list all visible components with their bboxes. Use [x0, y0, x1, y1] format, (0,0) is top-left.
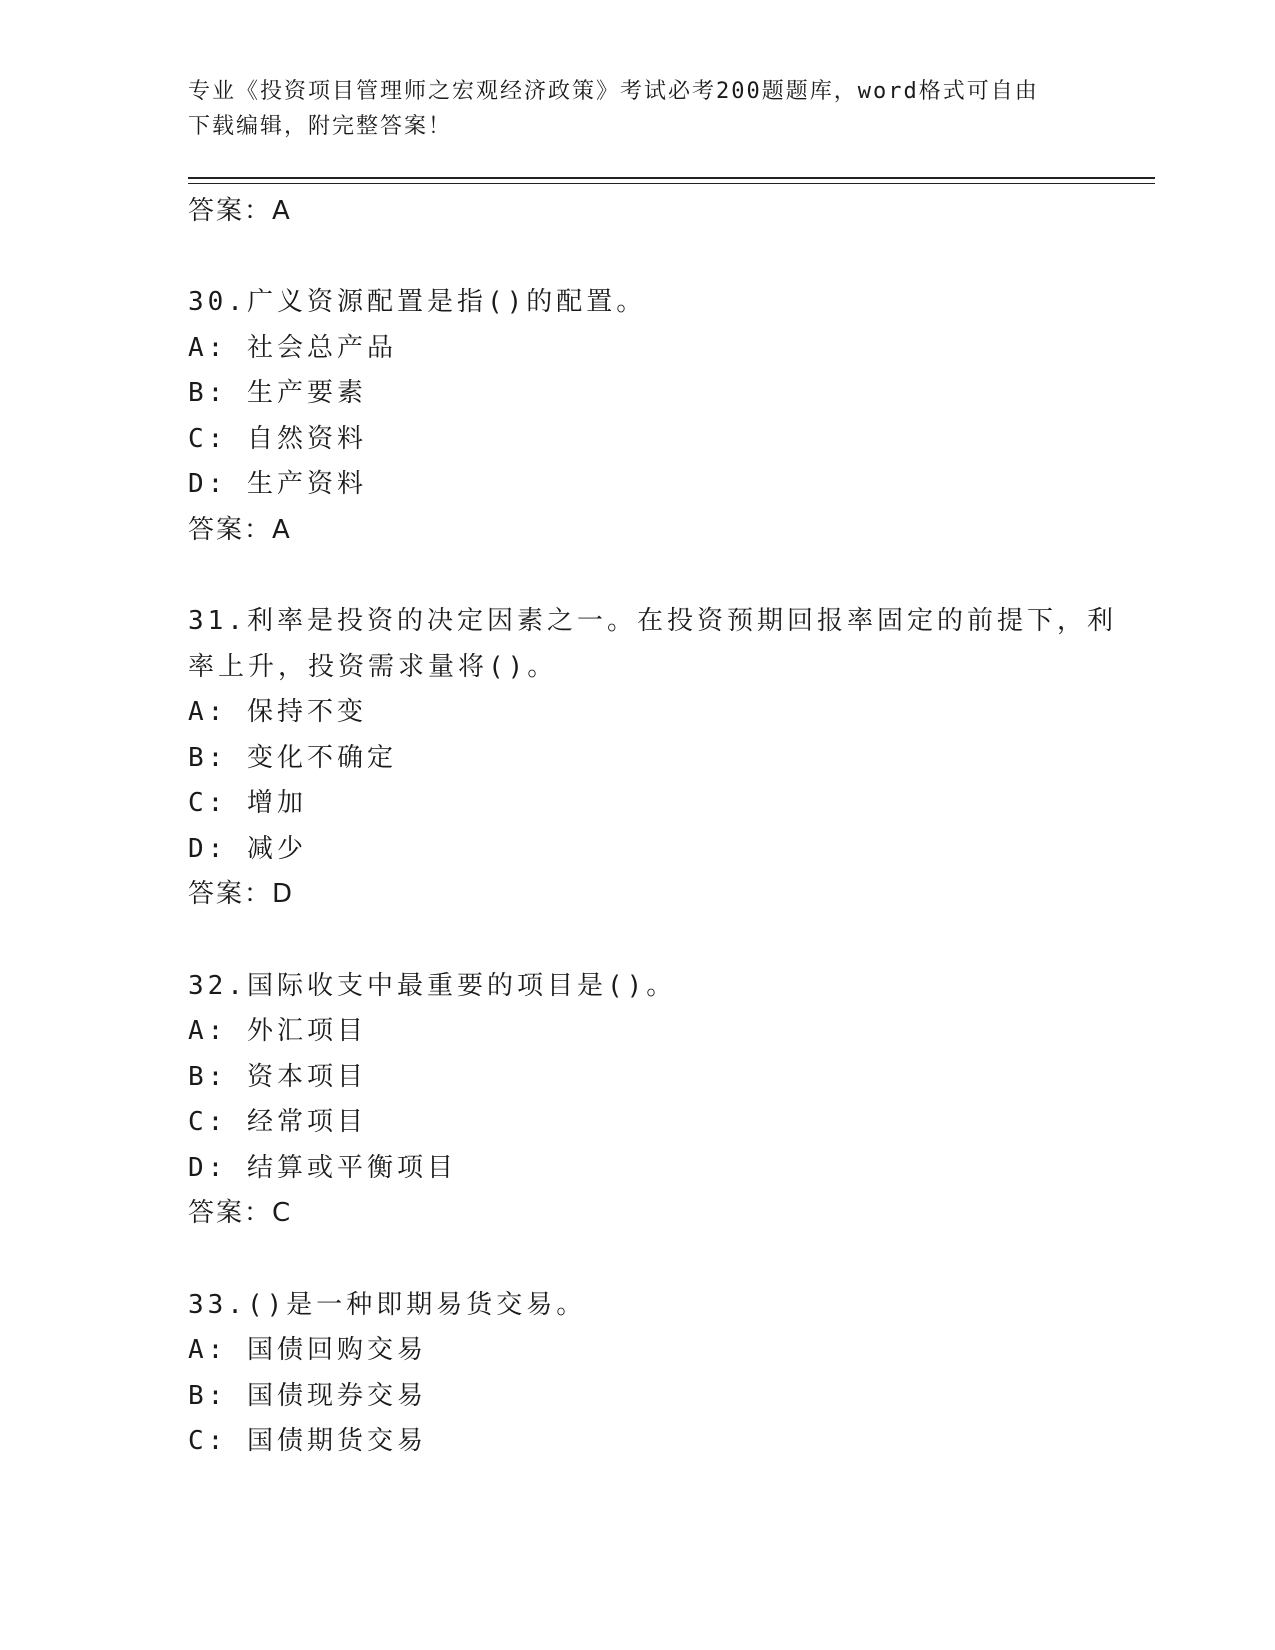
- option-c: C: 国债期货交易: [188, 1426, 427, 1456]
- question-33: [188, 1283, 1128, 1465]
- option-b: B: 资本项目: [188, 1061, 367, 1092]
- spacer: [188, 553, 1128, 599]
- option-c: C: 增加: [188, 788, 307, 818]
- option-a: A: 社会总产品: [188, 332, 397, 363]
- question-text-continued: 率上升，投资需求量将()。: [188, 651, 558, 682]
- document-header: [188, 74, 1088, 144]
- question-31: [188, 599, 1128, 918]
- spacer: [188, 1237, 1128, 1283]
- question-32: [188, 964, 1128, 1237]
- spacer: [188, 918, 1128, 964]
- option-a: A: 外汇项目: [188, 1016, 367, 1046]
- question-text: 31.利率是投资的决定因素之一。在投资预期回报率固定的前提下，利: [188, 606, 1117, 636]
- answer-line: 答案：A: [188, 196, 292, 226]
- question-text: 32.国际收支中最重要的项目是()。: [188, 970, 677, 1001]
- option-b: B: 变化不确定: [188, 742, 397, 773]
- question-30: [188, 280, 1128, 553]
- header-rule-thick: [188, 177, 1155, 179]
- option-d: D: 减少: [188, 833, 307, 864]
- option-b: B: 国债现券交易: [188, 1380, 427, 1411]
- header-rule-thin: [188, 183, 1155, 184]
- spacer: [188, 234, 1128, 280]
- question-text: 30.广义资源配置是指()的配置。: [188, 287, 647, 317]
- answer-line: 答案：C: [188, 1198, 293, 1228]
- header-line-1: 专业《投资项目管理师之宏观经济政策》考试必考200题题库，word格式可自由: [188, 79, 1039, 104]
- header-line-2: 下载编辑，附完整答案！: [188, 114, 453, 139]
- option-c: C: 经常项目: [188, 1107, 367, 1137]
- option-c: C: 自然资料: [188, 423, 367, 454]
- option-b: B: 生产要素: [188, 378, 367, 408]
- answer-line: 答案：D: [188, 879, 295, 909]
- question-list: [188, 188, 1128, 1465]
- option-d: D: 生产资料: [188, 469, 367, 499]
- option-a: A: 保持不变: [188, 697, 367, 727]
- option-a: A: 国债回购交易: [188, 1335, 427, 1365]
- answer-line: 答案：A: [188, 514, 292, 545]
- question-text: 33.()是一种即期易货交易。: [188, 1289, 587, 1320]
- option-d: D: 结算或平衡项目: [188, 1152, 457, 1183]
